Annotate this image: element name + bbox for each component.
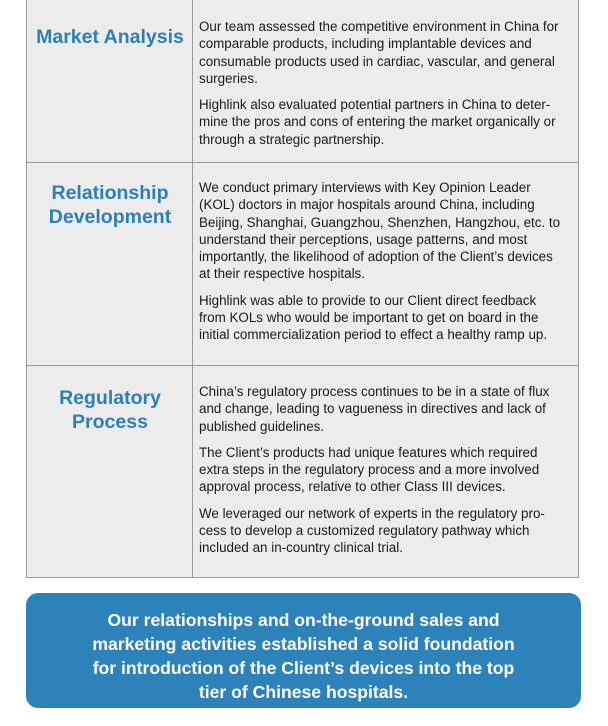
text-line: comparable products, including implantable devices and	[199, 36, 532, 52]
row-heading-market-analysis	[27, 25, 193, 49]
paragraph	[199, 383, 575, 435]
row-heading-regulatory-process	[27, 386, 193, 434]
text-cell	[199, 18, 575, 148]
text-cell	[199, 179, 575, 344]
text-line: We leveraged our network of experts in the regulatory pro-	[199, 505, 545, 521]
text-line: through a strategic partnership.	[199, 131, 385, 147]
callout-line: marketing activities established a solid foundation	[92, 634, 515, 654]
paragraph	[199, 179, 575, 283]
text-line: China’s regulatory process continues to be in a state of flux	[199, 384, 550, 399]
text-line: We conduct primary interviews with Key Opinion Leader	[199, 180, 531, 195]
text-line: Our team assessed the competitive environment in China for	[199, 19, 559, 34]
callout-line: for introduction of the Client’s devices into the top	[92, 658, 515, 678]
row-heading-line: Market Analysis	[36, 26, 184, 48]
table-row-regulatory-process	[27, 366, 578, 577]
text-line: initial commercialization period to effect a healthy ramp up.	[199, 327, 548, 343]
table-row-market-analysis	[27, 0, 578, 163]
row-heading-line: Process	[72, 411, 148, 433]
text-line: The Client’s products had unique features which required	[199, 444, 538, 460]
text-line: Highlink also evaluated potential partners in China to deter-	[199, 97, 551, 113]
text-line: understand their perceptions, usage patterns, and most	[199, 231, 528, 247]
summary-callout	[26, 593, 581, 708]
text-line: mine the pros and cons of entering the market organically or	[199, 114, 556, 130]
text-line: consumable products used in cardiac, vascular, and general	[199, 53, 555, 69]
row-heading-line: Relationship	[51, 182, 169, 204]
callout-line: Our relationships and on-the-ground sales and	[107, 610, 500, 630]
text-line: at their respective hospitals.	[199, 266, 365, 282]
paragraph	[199, 292, 575, 344]
text-line: published guidelines.	[199, 418, 325, 434]
text-line: surgeries.	[199, 70, 258, 86]
text-line: approval process, relative to other Class III devices.	[199, 479, 506, 495]
label-cell	[27, 0, 193, 162]
label-cell	[27, 366, 193, 577]
paragraph	[199, 18, 575, 87]
text-cell	[199, 383, 575, 557]
paragraph	[199, 96, 575, 148]
text-line: Beijing, Shanghai, Guangzhou, Shenzhen, Hangzhou, etc. to	[199, 214, 561, 230]
text-line: Highlink was able to provide to our Client direct feedback	[199, 292, 537, 308]
table-row-relationship-development	[27, 163, 578, 366]
text-line: cess to develop a customized regulatory pathway which	[199, 523, 530, 539]
text-line: and change, leading to vagueness in directives and lack of	[199, 401, 546, 417]
text-line: (KOL) doctors in major hospitals around China, including	[199, 197, 535, 213]
text-line: extra steps in the regulatory process and a more involved	[199, 462, 540, 478]
row-heading-line: Regulatory	[59, 387, 161, 409]
paragraph	[199, 444, 575, 496]
row-heading-relationship-development	[27, 181, 193, 229]
text-line: importantly, the likelihood of adoption of the Client’s devices	[199, 249, 553, 265]
callout-line: tier of Chinese hospitals.	[198, 682, 409, 702]
row-heading-line: Development	[48, 206, 172, 228]
text-line: from KOLs who would be important to get on board in the	[199, 310, 539, 326]
label-cell	[27, 163, 193, 365]
paragraph	[199, 505, 575, 557]
text-line: included an in-country clinical trial.	[199, 540, 403, 556]
content-table	[26, 0, 579, 578]
